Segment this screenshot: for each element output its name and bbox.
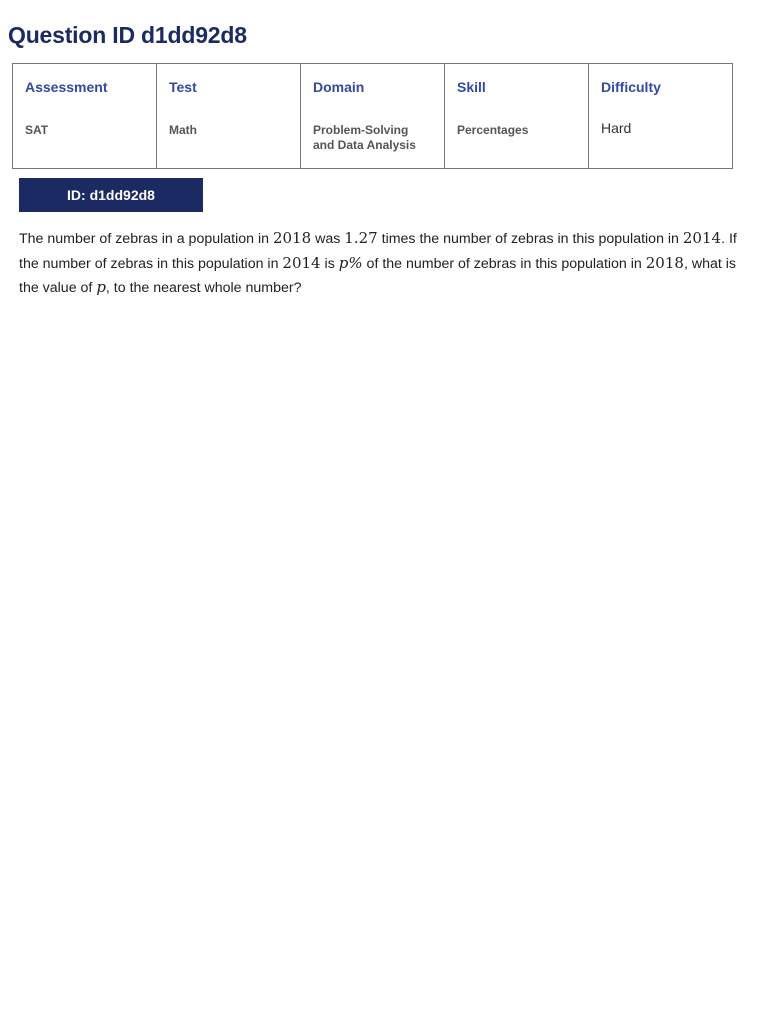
question-text-part: The number of zebras in a population in xyxy=(19,231,273,247)
math-number: 2014 xyxy=(282,253,321,272)
math-number: 2018 xyxy=(645,253,684,272)
assessment-value: SAT xyxy=(25,123,49,137)
domain-cell xyxy=(301,64,445,169)
assessment-header: Assessment xyxy=(25,79,108,95)
math-number: 1.27 xyxy=(344,229,378,247)
math-number: 2018 xyxy=(272,229,312,247)
question-meta-table xyxy=(12,63,733,169)
skill-value: Percentages xyxy=(457,123,529,137)
domain-value: Problem-Solving and Data Analysis xyxy=(313,123,416,152)
question-id-badge: ID: d1dd92d8 xyxy=(19,178,203,212)
test-header: Test xyxy=(169,79,197,95)
question-text-part: . If the number of zebras in this population in xyxy=(19,231,737,272)
test-value: Math xyxy=(169,123,197,137)
difficulty-cell xyxy=(589,64,733,169)
page-title: Question ID d1dd92d8 xyxy=(8,22,247,48)
test-cell xyxy=(157,64,301,169)
math-variable: p xyxy=(96,278,106,296)
skill-cell xyxy=(445,64,589,169)
question-text xyxy=(19,227,743,301)
difficulty-header: Difficulty xyxy=(601,79,661,95)
question-text-part: , to the nearest whole number? xyxy=(105,280,302,296)
question-text-part: , what is the value of xyxy=(19,255,736,296)
math-variable-percent: p% xyxy=(338,253,363,272)
domain-header: Domain xyxy=(313,79,365,95)
question-text-part: is xyxy=(320,255,339,272)
question-text-part: times the number of zebras in this population in xyxy=(377,231,683,247)
question-text-part: of the number of zebras in this population in xyxy=(362,255,646,272)
difficulty-value: Hard xyxy=(601,120,632,136)
table-row xyxy=(13,64,733,169)
math-number: 2014 xyxy=(682,229,722,247)
question-text-part: was xyxy=(311,231,345,247)
skill-header: Skill xyxy=(457,79,486,95)
assessment-cell xyxy=(13,64,157,169)
